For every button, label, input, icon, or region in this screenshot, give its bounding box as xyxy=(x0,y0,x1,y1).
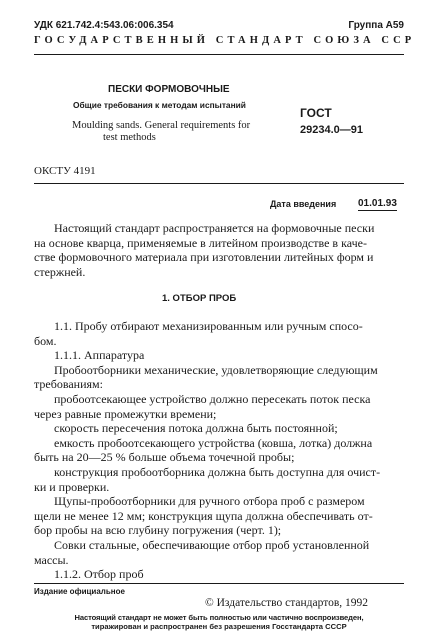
section-line-16: Совки стальные, обеспечивающие отбор проб установленной xyxy=(54,538,370,552)
section-line-12: ки и проверки. xyxy=(34,479,110,494)
okstu-code: ОКСТУ 4191 xyxy=(34,165,96,177)
copyright: © Издательство стандартов, 1992 xyxy=(205,597,369,609)
official-edition: Издание официальное xyxy=(34,587,125,596)
intro-line-1: Настоящий стандарт распространяется на формовочные пески xyxy=(54,221,375,235)
intro-line-2: на основе кварца, применяемые в литейном производстве в каче- xyxy=(34,235,367,250)
section-line-4: Пробоотборники механические, удовлетворяющие следующим xyxy=(54,362,378,377)
effective-date-label: Дата введения xyxy=(270,199,337,209)
gost-label: ГОСТ xyxy=(300,106,332,120)
section-line-15: бор пробы на всю глубину погружения (черт. 1); xyxy=(34,523,282,538)
intro-line-4: стержней. xyxy=(34,264,86,279)
reproduction-notice-line-2: тиражирован и распространен без разрешения Госстандарта СССР xyxy=(91,622,347,631)
section-line-6: пробоотсекающее устройство должно пересекать поток песка xyxy=(54,392,371,406)
group-code: Группа А59 xyxy=(348,20,404,31)
header-rule xyxy=(34,54,404,55)
document-subtitle: Общие требования к методам испытаний xyxy=(73,100,246,110)
section-line-18: 1.1.2. Отбор проб xyxy=(54,567,144,582)
section-heading: 1. ОТБОР ПРОБ xyxy=(162,293,237,304)
effective-date-value: 01.01.93 xyxy=(358,198,397,209)
section-line-8: скорость пересечения потока должна быть постоянной; xyxy=(54,421,338,436)
footer-rule xyxy=(34,583,404,584)
document-title: ПЕСКИ ФОРМОВОЧНЫЕ xyxy=(108,84,230,95)
section-line-1: 1.1. Пробу отбирают механизированным или ручным спосо- xyxy=(54,319,363,333)
section-line-10: быть на 20—25 % больше объема точечной пробы; xyxy=(34,450,295,465)
section-line-13: Щупы-пробоотборники для ручного отбора проб с размером xyxy=(54,494,365,509)
intro-line-3: стве формовочного материала при изготовлении литейных форм и xyxy=(34,250,374,265)
standard-banner: ГОСУДАРСТВЕННЫЙ СТАНДАРТ СОЮЗА ССР xyxy=(34,35,416,46)
udc-code: УДК 621.742.4:543.06:006.354 xyxy=(34,20,174,31)
section-line-3: 1.1.1. Аппаратура xyxy=(54,348,145,363)
section-line-5: требованиям: xyxy=(34,377,103,392)
section-line-17: массы. xyxy=(34,552,69,567)
section-line-7: через равные промежутки времени; xyxy=(34,406,217,421)
section-line-9: емкость пробоотсекающего устройства (ковша, лотка) должна xyxy=(54,435,373,450)
reproduction-notice-line-1: Настоящий стандарт не может быть полностью или частично воспроизведен, xyxy=(74,613,364,622)
english-title-line-1: Moulding sands. General requirements for xyxy=(72,120,251,131)
gost-number: 29234.0—91 xyxy=(300,124,363,136)
section-line-14: щели не менее 12 мм; конструкция щупа должна обеспечивать от- xyxy=(34,508,373,523)
english-title-line-2: test methods xyxy=(103,132,156,143)
title-block-rule xyxy=(34,183,404,184)
section-line-11: конструкция пробоотборника должна быть доступна для очист- xyxy=(54,465,381,479)
english-title xyxy=(72,120,250,144)
section-line-2: бом. xyxy=(34,333,57,348)
